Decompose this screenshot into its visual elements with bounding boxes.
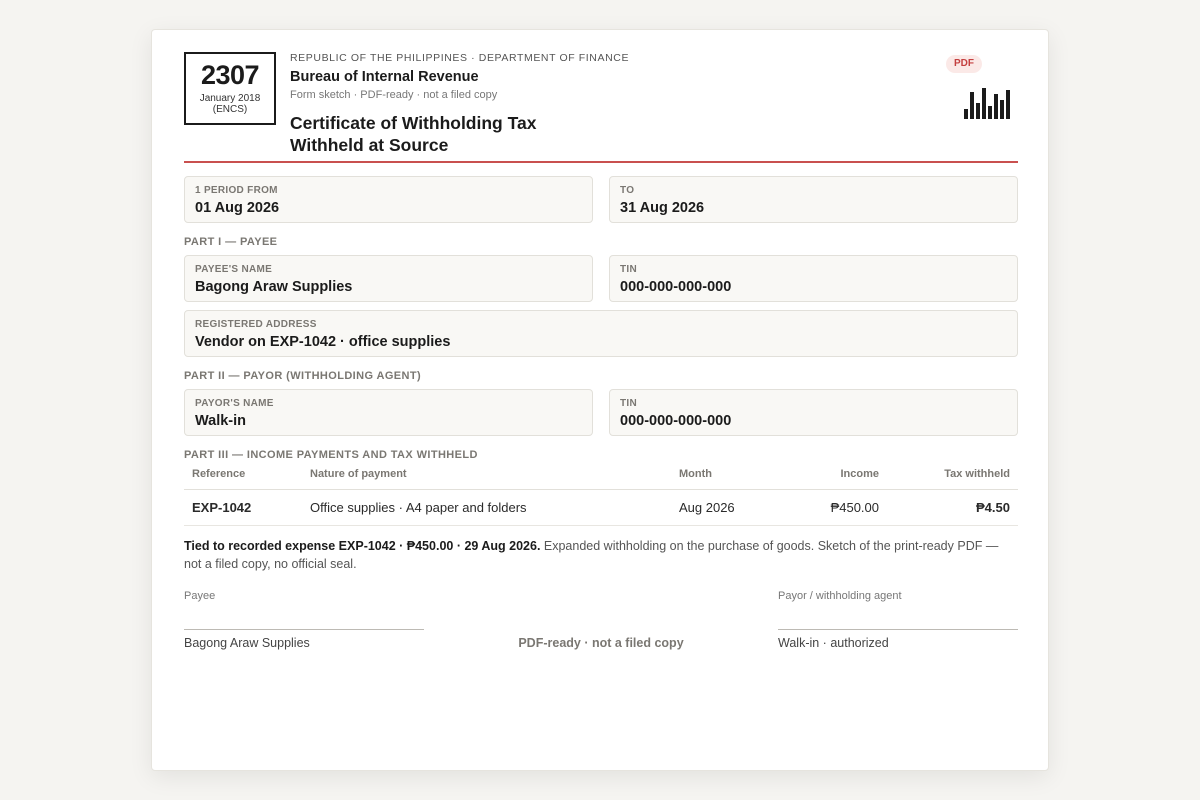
payor-signature-line	[778, 629, 1018, 630]
barcode-icon	[964, 86, 1018, 119]
section-payor: PART II — PAYOR (WITHHOLDING AGENT)	[184, 370, 422, 382]
period-to-field	[609, 176, 1018, 223]
form-subnote: Form sketch · PDF-ready · not a filed copy	[290, 89, 498, 101]
payor-name-label: PAYOR'S NAME	[195, 398, 274, 409]
payee-tin-value: 000-000-000-000	[620, 279, 732, 295]
section-income: PART III — INCOME PAYMENTS AND TAX WITHHELD	[184, 449, 478, 461]
payee-name-label: PAYEE'S NAME	[195, 264, 273, 275]
payor-name-value: Walk-in	[195, 413, 247, 429]
form-edition: January 2018 (ENCS)	[199, 93, 261, 115]
period-from-label: 1 PERIOD FROM	[195, 185, 278, 196]
header-divider	[184, 161, 1018, 163]
payor-tin-label: TIN	[620, 398, 638, 409]
col-income: Income	[785, 460, 887, 489]
payee-tin-field	[609, 255, 1018, 302]
col-reference: Reference	[184, 460, 302, 489]
period-from-value: 01 Aug 2026	[195, 200, 280, 216]
row-income: ₱450.00	[785, 489, 887, 525]
country-line: REPUBLIC OF THE PHILIPPINES · DEPARTMENT OF FINANCE	[290, 52, 630, 64]
form-number-box	[184, 52, 276, 125]
row-tax: ₱4.50	[887, 489, 1018, 525]
col-tax: Tax withheld	[887, 460, 1018, 489]
payor-name-field	[184, 389, 593, 436]
payee-signature-name: Bagong Araw Supplies	[184, 636, 310, 650]
col-month: Month	[671, 460, 785, 489]
payee-name-field	[184, 255, 593, 302]
bureau-name: Bureau of Internal Revenue	[290, 69, 479, 85]
income-table-header	[184, 460, 1018, 489]
form-number: 2307	[200, 60, 260, 90]
payor-tin-value: 000-000-000-000	[620, 413, 732, 429]
note-bold: Tied to recorded expense EXP-1042 · ₱450.00 · 29 Aug 2026.	[184, 539, 541, 553]
form-header	[184, 52, 1018, 164]
pdf-badge[interactable]: PDF	[946, 55, 982, 73]
agency-block	[290, 52, 810, 156]
income-table	[184, 460, 1018, 526]
period-to-label: TO	[620, 185, 635, 196]
section-payee: PART I — PAYEE	[184, 236, 278, 248]
payee-address-field	[184, 310, 1018, 357]
form-title: Certificate of Withholding Tax Withheld at Source	[290, 113, 537, 155]
row-month: Aug 2026	[671, 489, 785, 525]
payor-signature-name: Walk-in · authorized	[778, 636, 889, 650]
payor-signature-label: Payor / withholding agent	[778, 590, 902, 602]
expense-note	[184, 537, 1018, 573]
period-to-value: 31 Aug 2026	[620, 200, 705, 216]
table-row	[184, 489, 1018, 525]
payee-address-value: Vendor on EXP-1042 · office supplies	[195, 334, 451, 350]
payee-name-value: Bagong Araw Supplies	[195, 279, 353, 295]
form-sheet	[151, 29, 1049, 771]
note-text: Expanded withholding on the purchase of goods. Sketch of the print-ready PDF — not a filed copy, no official seal.	[184, 539, 999, 571]
payee-signature-line	[184, 629, 424, 630]
payor-tin-field	[609, 389, 1018, 436]
row-reference: EXP-1042	[184, 489, 302, 525]
payee-signature-label: Payee	[184, 590, 216, 602]
col-nature: Nature of payment	[302, 460, 671, 489]
row-nature: Office supplies · A4 paper and folders	[302, 489, 671, 525]
payee-tin-label: TIN	[620, 264, 638, 275]
pdf-ready-stamp: PDF-ready · not a filed copy	[518, 636, 684, 650]
period-from-field	[184, 176, 593, 223]
payee-address-label: REGISTERED ADDRESS	[195, 319, 317, 330]
